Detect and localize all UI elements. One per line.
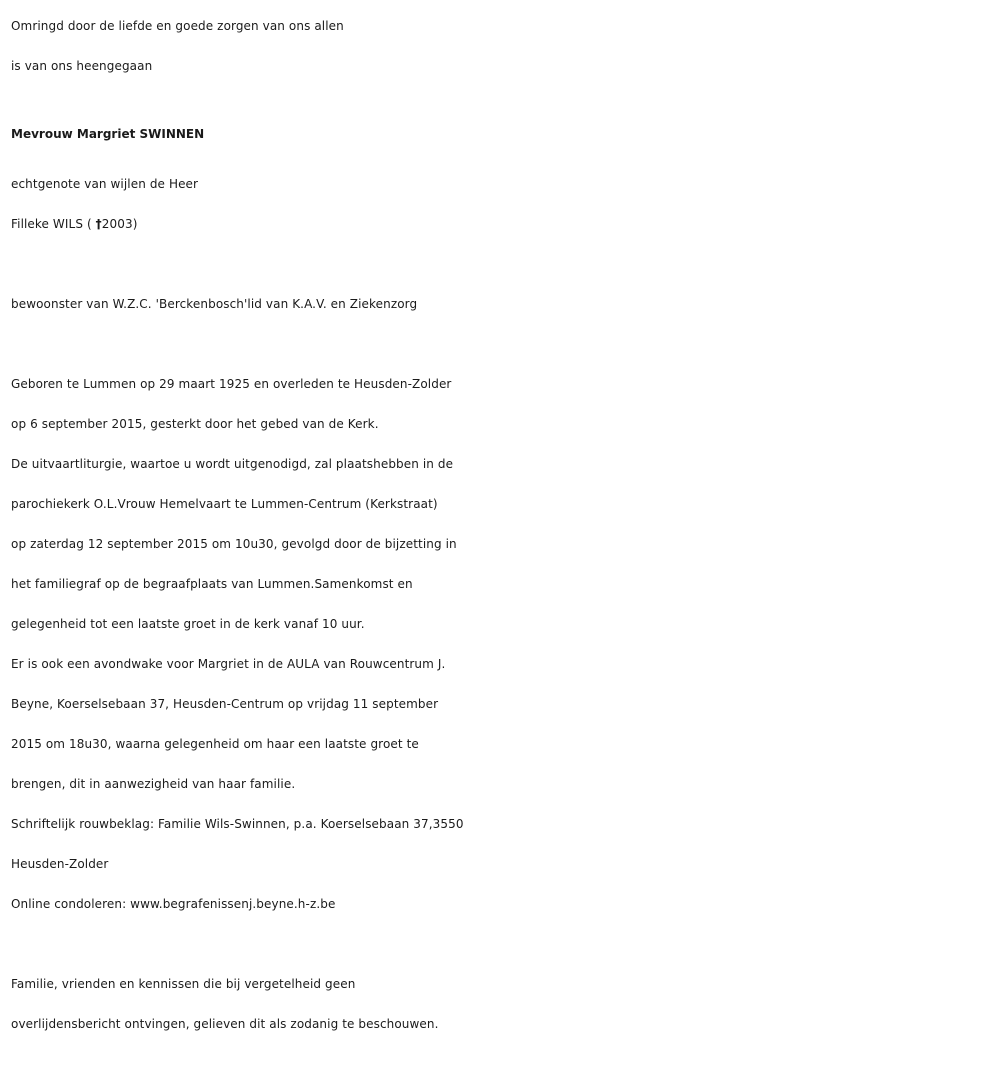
spouse-death-year: 2003) bbox=[101, 217, 138, 231]
body-line: op 6 september 2015, gesterkt door het gebed van de Kerk. bbox=[11, 417, 379, 431]
spacer bbox=[11, 924, 993, 964]
body-line: brengen, dit in aanwezigheid van haar familie. bbox=[11, 777, 296, 791]
body-line: Er is ook een avondwake voor Margriet in de AULA van Rouwcentrum J. bbox=[11, 657, 446, 671]
body-line: het familiegraf op de begraafplaats van Lummen.Samenkomst en bbox=[11, 577, 413, 591]
cross-icon: † bbox=[95, 217, 102, 231]
body-line: op zaterdag 12 september 2015 om 10u30, gevolgd door de bijzetting in bbox=[11, 537, 457, 551]
condolence-address-line: Heusden-Zolder bbox=[11, 857, 109, 871]
spouse-line-2 bbox=[11, 204, 993, 244]
body-line: Geboren te Lummen op 29 maart 1925 en overleden te Heusden-Zolder bbox=[11, 377, 452, 391]
intro-line-2: is van ons heengegaan bbox=[11, 59, 153, 73]
body-line: parochiekerk O.L.Vrouw Hemelvaart te Lummen-Centrum (Kerkstraat) bbox=[11, 497, 438, 511]
intro-line-1: Omringd door de liefde en goede zorgen van ons allen bbox=[11, 19, 344, 33]
resident-line: bewoonster van W.Z.C. 'Berckenbosch'lid van K.A.V. en Ziekenzorg bbox=[11, 297, 418, 311]
deceased-name: Mevrouw Margriet SWINNEN bbox=[11, 127, 205, 141]
body-line: Beyne, Koerselsebaan 37, Heusden-Centrum op vrijdag 11 september bbox=[11, 697, 439, 711]
spouse-name: Filleke WILS ( bbox=[11, 217, 96, 231]
body-line: De uitvaartliturgie, waartoe u wordt uitgenodigd, zal plaatshebben in de bbox=[11, 457, 454, 471]
online-condolence-line: Online condoleren: www.begrafenissenj.beyne.h-z.be bbox=[11, 897, 336, 911]
condolence-address-line: Schriftelijk rouwbeklag: Familie Wils-Swinnen, p.a. Koerselsebaan 37,3550 bbox=[11, 817, 464, 831]
body-line: 2015 om 18u30, waarna gelegenheid om haar een laatste groet te bbox=[11, 737, 419, 751]
spouse-line-1: echtgenote van wijlen de Heer bbox=[11, 177, 199, 191]
spacer bbox=[11, 244, 993, 284]
death-notice bbox=[11, 6, 993, 1044]
body-line: gelegenheid tot een laatste groet in de kerk vanaf 10 uur. bbox=[11, 617, 365, 631]
closing-line-1: Familie, vrienden en kennissen die bij vergetelheid geen bbox=[11, 977, 356, 991]
spacer bbox=[11, 324, 993, 364]
body-text bbox=[11, 364, 993, 924]
closing-line-2: overlijdensbericht ontvingen, gelieven dit als zodanig te beschouwen. bbox=[11, 1017, 439, 1031]
